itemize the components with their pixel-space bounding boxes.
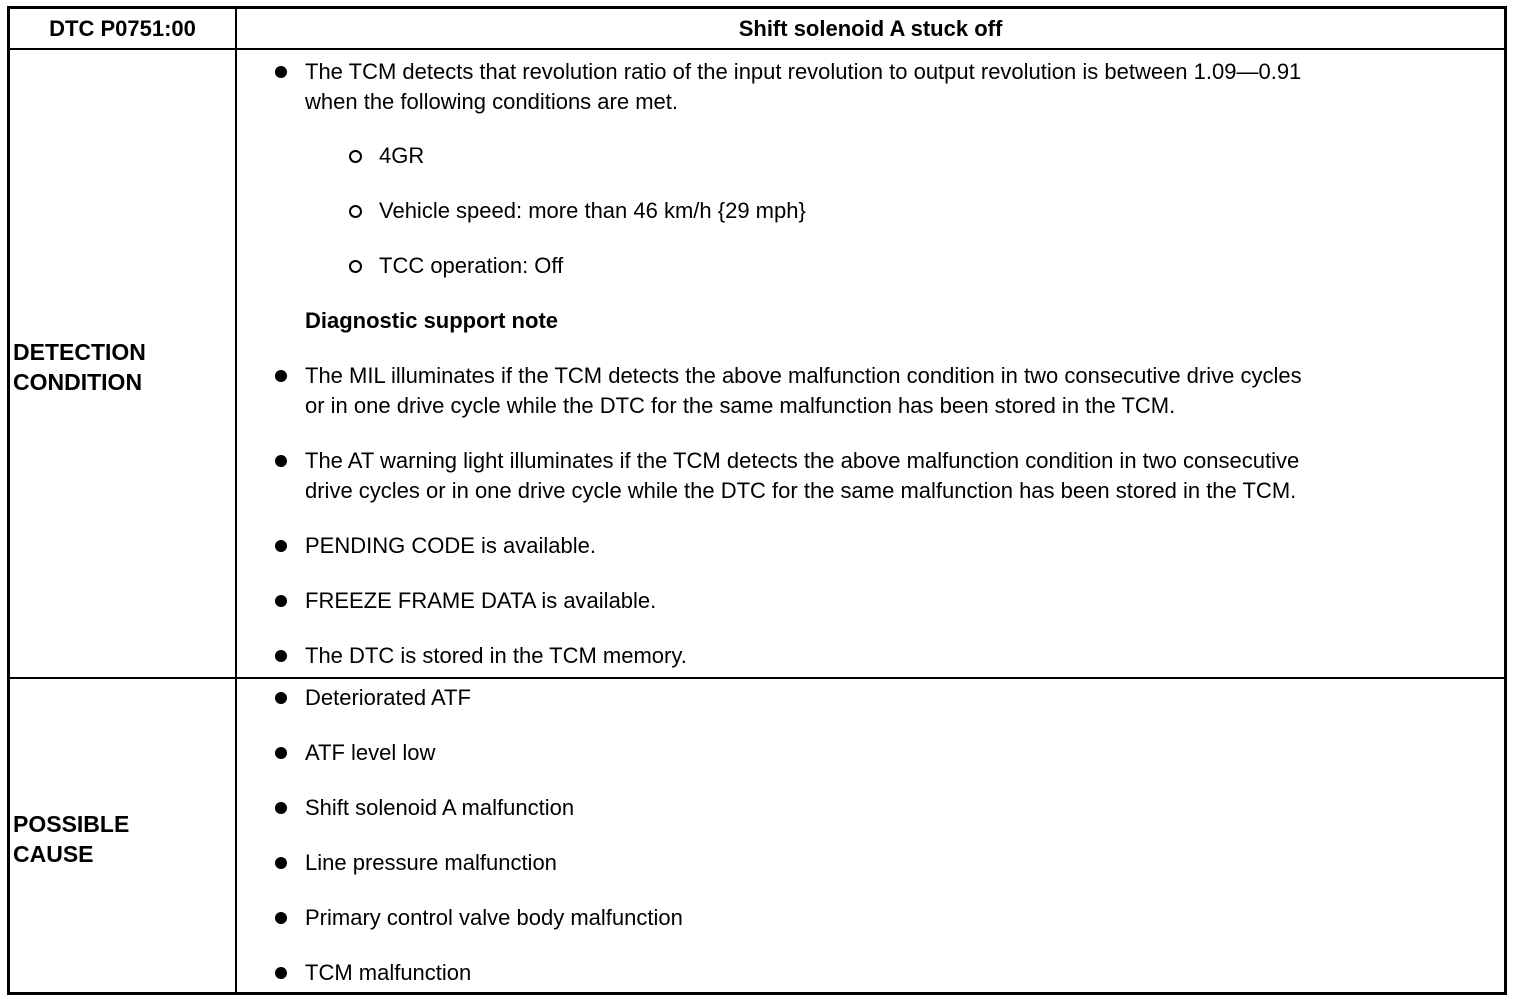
support-note-memory: The DTC is stored in the TCM memory. xyxy=(305,643,687,668)
possible-cause-label xyxy=(13,809,228,869)
cause-item: ATF level low xyxy=(305,740,436,765)
detection-label-line1: DETECTION xyxy=(13,339,146,365)
note-line: or in one drive cycle while the DTC for the same malfunction has been stored in the TCM. xyxy=(305,393,1176,418)
bullet-icon xyxy=(275,802,287,814)
cause-item: Primary control valve body malfunction xyxy=(305,905,683,930)
condition-item: TCC operation: Off xyxy=(379,253,564,278)
sub-bullet-icon xyxy=(349,150,362,163)
bullet-icon xyxy=(275,66,287,78)
sub-bullet-icon xyxy=(349,260,362,273)
bullet-icon xyxy=(275,857,287,869)
cause-label-line2: CAUSE xyxy=(13,841,94,867)
condition-item: Vehicle speed: more than 46 km/h {29 mph} xyxy=(379,198,806,223)
bullet-icon xyxy=(275,692,287,704)
bullet-icon xyxy=(275,540,287,552)
support-note-at-light xyxy=(305,446,1490,506)
support-note-pending: PENDING CODE is available. xyxy=(305,533,596,558)
sub-bullet-icon xyxy=(349,205,362,218)
header-divider xyxy=(10,48,1504,50)
bullet-icon xyxy=(275,455,287,467)
bullet-icon xyxy=(275,747,287,759)
bullet-icon xyxy=(275,595,287,607)
cause-item: Shift solenoid A malfunction xyxy=(305,795,575,820)
note-line: drive cycles or in one drive cycle while the DTC for the same malfunction has been stored in the TCM. xyxy=(305,478,1297,503)
note-line: The AT warning light illuminates if the TCM detects the above malfunction condition in two consecutive xyxy=(305,448,1300,473)
detection-condition-label xyxy=(13,337,228,397)
detection-label-line2: CONDITION xyxy=(13,369,143,395)
bullet-icon xyxy=(275,967,287,979)
cause-item: Deteriorated ATF xyxy=(305,685,471,710)
support-note-freeze-frame: FREEZE FRAME DATA is available. xyxy=(305,588,657,613)
cause-item: Line pressure malfunction xyxy=(305,850,557,875)
dtc-title-header: Shift solenoid A stuck off xyxy=(738,15,1003,41)
note-line: The MIL illuminates if the TCM detects the above malfunction condition in two consecutive drive cycles xyxy=(305,363,1302,388)
detection-intro-line2: when the following conditions are met. xyxy=(305,89,678,114)
bullet-icon xyxy=(275,650,287,662)
condition-item: 4GR xyxy=(379,143,425,168)
cause-label-line1: POSSIBLE xyxy=(13,811,130,837)
cause-item: TCM malfunction xyxy=(305,960,472,985)
support-note-mil xyxy=(305,361,1490,421)
detection-intro xyxy=(305,57,1490,117)
row-divider xyxy=(10,677,1504,679)
bullet-icon xyxy=(275,912,287,924)
diagnostic-support-heading: Diagnostic support note xyxy=(305,308,558,333)
dtc-code-header: DTC P0751:00 xyxy=(49,15,196,41)
detection-intro-line1: The TCM detects that revolution ratio of the input revolution to output revolution is between 1.09—0.91 xyxy=(305,59,1302,84)
bullet-icon xyxy=(275,370,287,382)
column-divider xyxy=(235,9,237,992)
